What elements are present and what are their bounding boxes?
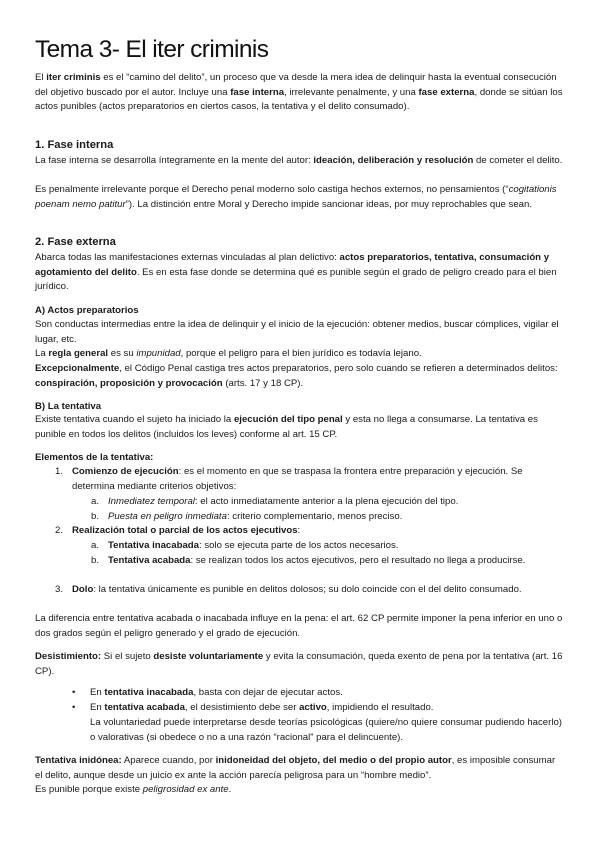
list-item-dolo bbox=[72, 583, 532, 598]
page-title: Tema 3- El iter criminis bbox=[35, 36, 269, 63]
list-letter: b. bbox=[91, 511, 100, 522]
list-item-comienzo bbox=[72, 465, 565, 494]
bullet-item-inacabada bbox=[90, 686, 565, 701]
intro-text: es el “camino del delito”, un proceso que va desde la mera idea de delinquir hasta la eventual consecución del objetivo buscado por el autor. Incluye una bbox=[35, 72, 557, 98]
bold-term: Excepcionalmente bbox=[35, 363, 120, 374]
list-letter: a. bbox=[91, 496, 100, 507]
text: , porque el peligro para el bien jurídico es todavía lejano. bbox=[180, 348, 422, 359]
bold-term: desiste voluntariamente bbox=[153, 651, 264, 662]
list-number: 1. bbox=[55, 466, 64, 477]
text: En bbox=[90, 702, 105, 713]
text: En bbox=[90, 687, 105, 698]
text: : solo se ejecuta parte de los actos necesarios. bbox=[199, 540, 399, 551]
inidonea-paragraph bbox=[35, 754, 565, 783]
subheading-tentativa: B) La tentativa bbox=[35, 401, 102, 412]
text: (arts. 17 y 18 CP). bbox=[222, 377, 304, 389]
text: es su bbox=[108, 348, 137, 359]
intro-text: El bbox=[35, 72, 47, 83]
section-heading-fase-interna: 1. Fase interna bbox=[35, 139, 114, 151]
bold-term: Tentativa inidónea: bbox=[35, 755, 122, 766]
bold-term: inidoneidad del objeto, del medio o del propio autor bbox=[215, 755, 452, 766]
text: y evita la consumación, queda exento de pena por la tentativa (art. 16 CP). bbox=[35, 651, 563, 677]
italic-term: Inmediatez temporal bbox=[108, 496, 195, 507]
intro-paragraph bbox=[35, 71, 565, 115]
intro-term: fase externa bbox=[418, 86, 475, 98]
list-item-realizacion bbox=[72, 524, 565, 539]
text: ”). La distinción entre Moral y Derecho impide sancionar ideas, por muy reprochables que sean. bbox=[125, 198, 533, 210]
text: : la tentativa únicamente es punible en delitos dolosos; su dolo coincide con el del delito consumado. bbox=[93, 584, 522, 595]
diferencia-paragraph: La diferencia entre tentativa acabada o inacabada influye en la pena: el art. 62 CP permite imponer la pena inferior en uno o dos grados según el peligro generado y el grado de ejecución. bbox=[35, 613, 563, 639]
text: Es punible porque existe bbox=[35, 784, 143, 795]
bold-term: ejecución del tipo penal bbox=[233, 414, 343, 425]
text: Existe tentativa cuando el sujeto ha iniciado la bbox=[35, 414, 234, 425]
bold-term: activo bbox=[299, 702, 327, 713]
list-number: 3. bbox=[55, 584, 64, 595]
actos-paragraph-2 bbox=[35, 347, 565, 362]
italic-term: Puesta en peligro inmediata bbox=[108, 511, 227, 522]
bold-term: tentativa inacabada bbox=[104, 687, 194, 698]
italic-term: peligrosidad ex ante bbox=[142, 784, 229, 795]
latin-maxim: cogitationis poenam nemo patitur bbox=[35, 184, 557, 210]
text: , el Código Penal castiga tres actos preparatorios, pero solo cuando se refieren a determinados delitos: bbox=[119, 363, 558, 374]
subheading-elementos: Elementos de la tentativa: bbox=[35, 452, 154, 463]
bullet-icon: • bbox=[72, 687, 76, 698]
list-number: 2. bbox=[55, 525, 64, 536]
sublist-item bbox=[108, 510, 565, 525]
text: Si el sujeto bbox=[101, 651, 154, 662]
text: de cometer el delito. bbox=[473, 155, 563, 166]
text: , impidiendo el resultado. bbox=[326, 702, 434, 713]
text: : criterio complementario, menos preciso. bbox=[226, 511, 403, 522]
fase-interna-paragraph bbox=[35, 154, 565, 169]
text: . Es en esta fase donde se determina qué es punible según el grado de peligro creado para el bien jurídico. bbox=[35, 266, 557, 293]
sublist-item bbox=[108, 495, 565, 510]
text: . bbox=[228, 784, 232, 795]
text: y esta no llega a consumarse. La tentativa es punible en todos los delitos (incluidos los leves) conforme al art. 15 CP. bbox=[35, 414, 538, 440]
intro-term: fase interna bbox=[230, 86, 285, 98]
text: , es imposible consumar el delito, aunque desde un juicio ex ante la acción parecía peligrosa para un “hombre medio”. bbox=[35, 755, 556, 781]
text: : el acto inmediatamente anterior a la plena ejecución del tipo. bbox=[194, 496, 459, 507]
bold-term: Tentativa acabada bbox=[108, 555, 191, 566]
desistimiento-paragraph bbox=[35, 650, 565, 679]
bold-term: tentativa acabada bbox=[104, 702, 185, 713]
actos-paragraph-1: Son conductas intermedias entre la idea de delinquir y el inicio de la ejecución: obtener medios, buscar cómplices, vigilar el lugar, etc. bbox=[35, 319, 559, 345]
bold-term: ideación, deliberación y resolución bbox=[313, 155, 474, 166]
text: Es penalmente irrelevante porque el Derecho penal moderno solo castiga hechos externos, no pensamientos (“ bbox=[35, 184, 509, 195]
text: : bbox=[297, 525, 301, 536]
bold-term: Tentativa inacabada bbox=[108, 540, 199, 551]
bold-term: Realización total o parcial de los actos ejecutivos bbox=[72, 525, 298, 536]
intro-text: , irrelevante penalmente, y una bbox=[284, 86, 419, 98]
sublist-item bbox=[108, 539, 565, 554]
intro-text: , donde se sitúan los actos punibles (actos preparatorios en ciertos casos, la tentativa y el delito consumado). bbox=[35, 86, 563, 113]
text: La fase interna se desarrolla íntegramente en la mente del autor: bbox=[35, 155, 314, 166]
inidonea-paragraph-2 bbox=[35, 783, 565, 798]
text: : se realizan todos los actos ejecutivos, pero el resultado no llega a producirse. bbox=[190, 555, 526, 566]
text: Aparece cuando, por bbox=[121, 755, 216, 766]
fase-interna-paragraph-2 bbox=[35, 183, 565, 212]
bullet-icon: • bbox=[72, 702, 76, 713]
text: , el desistimiento debe ser bbox=[184, 702, 300, 713]
actos-paragraph-3 bbox=[35, 362, 565, 391]
text: , basta con dejar de ejecutar actos. bbox=[193, 687, 343, 698]
intro-term: iter criminis bbox=[46, 72, 101, 83]
bold-term: conspiración, proposición y provocación bbox=[35, 377, 223, 389]
text: : es el momento en que se traspasa la frontera entre preparación y ejecución. Se determina mediante criterios objetivos: bbox=[72, 466, 523, 492]
bold-term: Desistimiento: bbox=[35, 651, 102, 662]
bold-term: Dolo bbox=[72, 584, 94, 595]
fase-externa-paragraph bbox=[35, 251, 565, 295]
tentativa-paragraph bbox=[35, 413, 565, 442]
section-heading-fase-externa: 2. Fase externa bbox=[35, 236, 116, 248]
italic-term: impunidad bbox=[136, 348, 181, 359]
list-letter: b. bbox=[91, 555, 100, 566]
bullet-continuation: La voluntariedad puede interpretarse desde teorías psicológicas (quiere/no quiere consumar pudiendo hacerlo) o valorativas (si obedece o no a una razón “racional” para el delincuente). bbox=[90, 717, 562, 743]
text: La bbox=[35, 348, 49, 359]
subheading-actos-preparatorios: A) Actos preparatorios bbox=[35, 305, 139, 316]
list-letter: a. bbox=[91, 540, 100, 551]
bold-term: Comienzo de ejecución bbox=[72, 466, 179, 477]
sublist-item bbox=[108, 554, 548, 569]
bold-term: actos preparatorios, tentativa, consumación y agotamiento del delito bbox=[35, 252, 550, 278]
bullet-item-acabada bbox=[90, 701, 565, 716]
bold-term: regla general bbox=[48, 348, 109, 359]
text: Abarca todas las manifestaciones externas vinculadas al plan delictivo: bbox=[35, 252, 340, 263]
